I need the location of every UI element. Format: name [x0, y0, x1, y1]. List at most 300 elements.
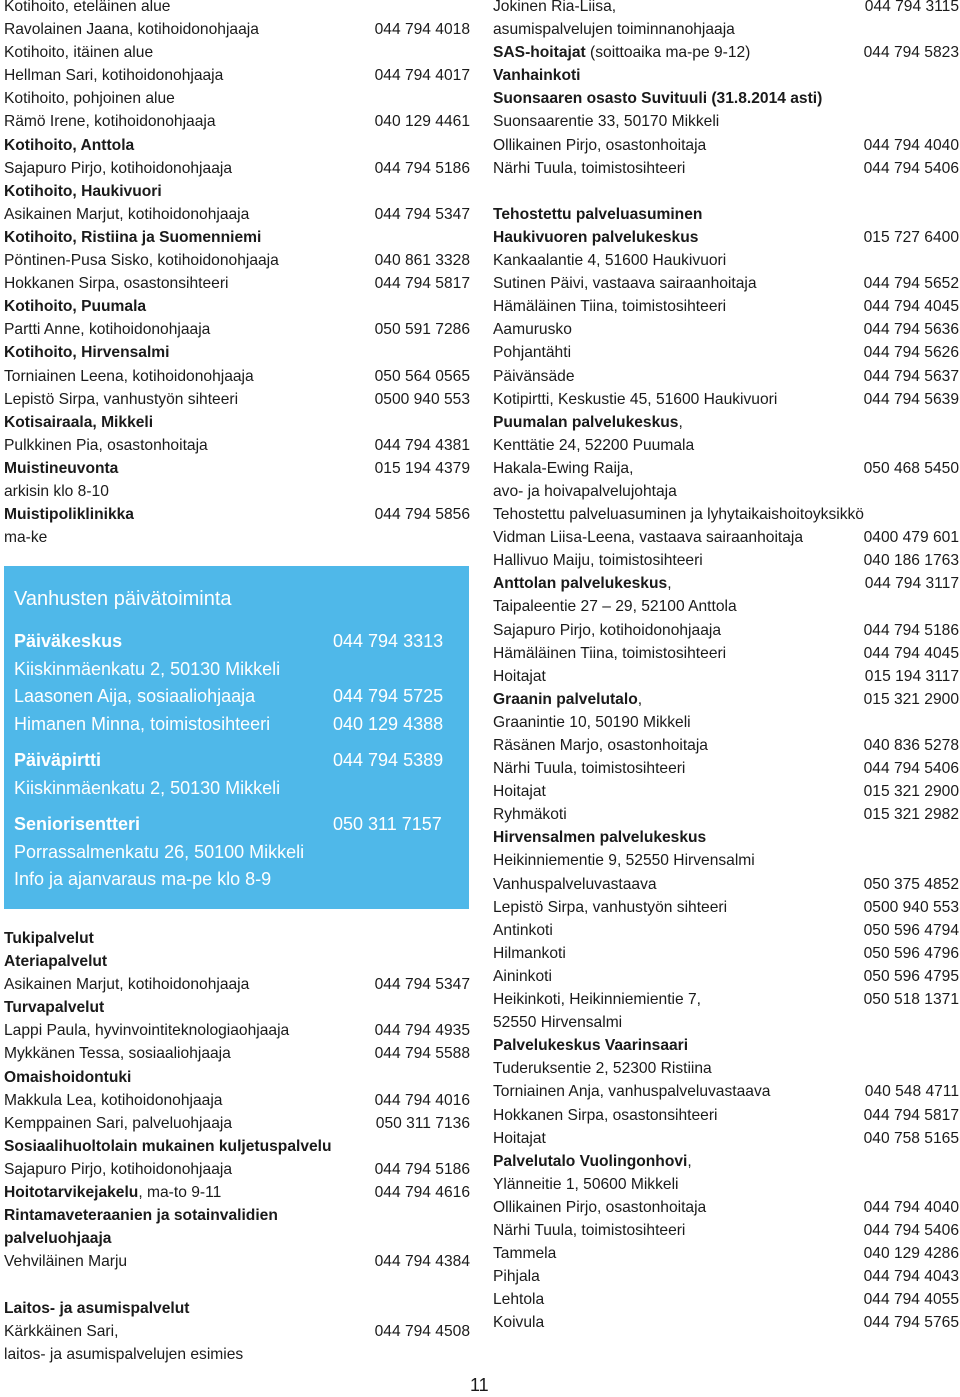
- section-heading: [4, 1227, 470, 1250]
- contact-entry: [493, 1242, 959, 1265]
- entry-label: Mykkänen Tessa, sosiaaliohjaaja: [4, 1045, 231, 1063]
- phone-number: 050 596 4794: [863, 921, 959, 939]
- phone-number: 044 794 5186: [863, 621, 959, 639]
- entry-text: [493, 480, 677, 503]
- entry-label: Ylänneitie 1, 50600 Mikkeli: [493, 1175, 679, 1193]
- entry-label: Anttolan palvelukeskus: [493, 575, 668, 593]
- phone-number: 050 375 4852: [863, 875, 959, 893]
- entry-text: [493, 1011, 622, 1034]
- phone-number: 044 794 5186: [374, 159, 470, 177]
- contact-entry: [493, 642, 959, 665]
- section-heading: [493, 203, 959, 226]
- entry-text: [493, 849, 755, 872]
- entry-label: Kärkkäinen Sari,: [4, 1322, 119, 1340]
- entry-text: [14, 628, 122, 656]
- entry-label: Heikinkoti, Heikinniemientie 7,: [493, 991, 702, 1009]
- text-line: [493, 480, 959, 503]
- text-line: [493, 1057, 959, 1080]
- entry-text: [4, 950, 107, 973]
- contact-entry: [493, 665, 959, 688]
- entry-text: [4, 249, 279, 272]
- entry-text: [493, 1150, 692, 1173]
- contact-entry: [493, 734, 959, 757]
- entry-label: Suonsaarentie 33, 50170 Mikkeli: [493, 113, 720, 131]
- entry-label: Hokkanen Sirpa, osastonsihteeri: [4, 275, 229, 293]
- phone-number: 040 861 3328: [374, 252, 470, 270]
- phone-number: 040 186 1763: [863, 552, 959, 570]
- phone-number: 044 794 5765: [863, 1314, 959, 1332]
- entry-label: Graanin palvelutalo: [493, 690, 638, 708]
- entry-text: [493, 434, 694, 457]
- entry-text: [4, 134, 134, 157]
- contact-entry: [4, 1112, 470, 1135]
- entry-text: [493, 919, 553, 942]
- entry-text: [493, 1057, 712, 1080]
- phone-number: 044 794 5636: [863, 321, 959, 339]
- entry-label: Vanhuspalveluvastaava: [493, 875, 657, 893]
- contact-entry: [493, 457, 959, 480]
- entry-text: [4, 318, 210, 341]
- phone-number: 015 194 3117: [864, 667, 959, 685]
- phone-number: 040 548 4711: [864, 1083, 959, 1101]
- entry-text: [493, 896, 727, 919]
- entry-text: [4, 457, 118, 480]
- phone-number: 050 596 4795: [863, 967, 959, 985]
- entry-label: Muistineuvonta: [4, 459, 119, 477]
- contact-entry: [4, 1181, 470, 1204]
- section-heading: [4, 950, 470, 973]
- contact-entry: [493, 1219, 959, 1242]
- entry-label: Lepistö Sirpa, vanhustyön sihteeri: [493, 898, 728, 916]
- phone-number: 0500 940 553: [863, 898, 959, 916]
- phone-number: 044 794 4017: [374, 67, 470, 85]
- contact-entry: [493, 919, 959, 942]
- day-activity-group: [4, 811, 469, 894]
- phone-number: 050 311 7157: [333, 814, 442, 834]
- entry-label: Rämö Irene, kotihoidonohjaaja: [4, 113, 216, 131]
- entry-label: Tehostettu palveluasuminen: [493, 205, 703, 223]
- entry-label: Suonsaaren osasto Suvituuli (31.8.2014 asti): [493, 90, 823, 108]
- entry-label: arkisin klo 8-10: [4, 482, 109, 500]
- entry-label: Sajapuro Pirjo, kotihoidonohjaaja: [4, 1160, 232, 1178]
- entry-text: [4, 272, 229, 295]
- entry-text: [493, 734, 708, 757]
- entry-label: Jokinen Ria-Liisa,: [493, 0, 617, 15]
- contact-entry: [493, 295, 959, 318]
- entry-label: Sajapuro Pirjo, kotihoidonohjaaja: [4, 159, 232, 177]
- entry-text: [4, 411, 153, 434]
- text-line: [4, 656, 469, 684]
- contact-entry: [4, 1019, 470, 1042]
- entry-label: Vehviläinen Marju: [4, 1253, 128, 1271]
- phone-number: 050 591 7286: [374, 321, 470, 339]
- contact-entry: [493, 549, 959, 572]
- phone-number: 044 794 5652: [863, 275, 959, 293]
- entry-label: Kotipirtti, Keskustie 45, 51600 Haukivuori: [493, 390, 778, 408]
- phone-number: 015 194 4379: [374, 459, 470, 477]
- entry-label: Kiiskinmäenkatu 2, 50130 Mikkeli: [14, 658, 281, 679]
- contact-entry: [493, 388, 959, 411]
- section-heading: [4, 295, 470, 318]
- entry-text: [4, 927, 94, 950]
- entry-text: [493, 757, 685, 780]
- text-line: [493, 711, 959, 734]
- entry-label: Sosiaalihuoltolain mukainen kuljetuspalvelu: [4, 1137, 332, 1155]
- entry-label: Hoitajat: [493, 1129, 546, 1147]
- entry-label: Asikainen Marjut, kotihoidonohjaaja: [4, 976, 250, 994]
- phone-number: 044 794 5626: [863, 344, 959, 362]
- entry-label: Hallivuo Maiju, toimistosihteeri: [493, 552, 703, 570]
- text-line: [493, 503, 959, 526]
- entry-label: Ravolainen Jaana, kotihoidonohjaaja: [4, 21, 259, 39]
- text-line: [4, 480, 470, 503]
- text-line: [4, 0, 470, 18]
- entry-label: Asikainen Marjut, kotihoidonohjaaja: [4, 205, 250, 223]
- phone-number: 044 794 4043: [863, 1268, 959, 1286]
- entry-label: Lehtola: [493, 1291, 545, 1309]
- entry-label: Taipaleentie 27 – 29, 52100 Anttola: [493, 598, 737, 616]
- entry-text: [493, 965, 552, 988]
- entry-suffix: ,: [687, 1152, 692, 1170]
- entry-label: Lepistö Sirpa, vanhustyön sihteeri: [4, 390, 239, 408]
- entry-label: Kotihoito, Puumala: [4, 298, 147, 316]
- entry-text: [4, 365, 254, 388]
- section-heading: [4, 1297, 470, 1320]
- section-heading: [4, 1066, 470, 1089]
- day-activity-group: [4, 628, 469, 738]
- contact-entry: [4, 1250, 470, 1273]
- phone-number: 040 129 4461: [374, 113, 470, 131]
- phone-number: 044 794 4045: [863, 298, 959, 316]
- entry-label: Hoitotarvikejakelu: [4, 1184, 139, 1202]
- phone-number: 050 518 1371: [863, 991, 959, 1009]
- entry-label: Turvapalvelut: [4, 999, 105, 1017]
- entry-text: [4, 1158, 232, 1181]
- text-line: [4, 775, 469, 803]
- entry-text: [4, 434, 208, 457]
- contact-entry: [493, 1196, 959, 1219]
- phone-number: 044 794 4508: [374, 1322, 470, 1340]
- entry-text: [14, 711, 270, 739]
- contact-entry: [493, 526, 959, 549]
- contact-entry: [4, 64, 470, 87]
- entry-label: Rintamaveteraanien ja sotainvalidien: [4, 1207, 278, 1225]
- entry-text: [493, 134, 706, 157]
- text-line: [4, 866, 469, 894]
- entry-label: Hakala-Ewing Raija,: [493, 459, 634, 477]
- phone-number: 040 836 5278: [863, 737, 959, 754]
- day-activity-title: Vanhusten päivätoiminta: [14, 588, 232, 610]
- entry-label: Ollikainen Pirjo, osastonhoitaja: [493, 1198, 707, 1216]
- entry-label: avo- ja hoivapalvelujohtaja: [493, 482, 677, 500]
- phone-number: 044 794 5347: [374, 205, 470, 223]
- entry-text: [4, 388, 238, 411]
- phone-number: 044 794 3117: [864, 575, 959, 593]
- entry-label: Tukipalvelut: [4, 930, 94, 947]
- contact-entry: [4, 503, 470, 526]
- entry-text: [493, 780, 546, 803]
- contact-entry: [4, 683, 469, 711]
- phone-number: 044 794 4040: [863, 1198, 959, 1216]
- phone-number: 044 794 4935: [374, 1022, 470, 1040]
- phone-number: 044 794 5347: [374, 976, 470, 994]
- entry-label: Graanintie 10, 50190 Mikkeli: [493, 713, 691, 731]
- contact-entry: [493, 619, 959, 642]
- phone-number: 015 321 2900: [863, 690, 959, 708]
- contact-entry: [493, 226, 959, 249]
- entry-label: Päiväpirtti: [14, 750, 102, 770]
- text-line: [493, 1173, 959, 1196]
- entry-text: [4, 180, 162, 203]
- entry-text: [4, 1112, 232, 1135]
- entry-label: Ryhmäkoti: [493, 806, 567, 824]
- phone-number: 050 596 4796: [863, 944, 959, 962]
- contact-entry: [4, 1089, 470, 1112]
- contact-entry: [4, 249, 470, 272]
- contact-entry: [4, 365, 470, 388]
- contact-entry: [4, 272, 470, 295]
- entry-label: Kiiskinmäenkatu 2, 50130 Mikkeli: [14, 777, 281, 798]
- entry-label: Muistipoliklinikka: [4, 506, 134, 524]
- entry-label: Kotihoito, Ristiina ja Suomenniemi: [4, 228, 262, 246]
- phone-number: 015 321 2982: [863, 806, 959, 824]
- entry-text: [4, 226, 261, 249]
- spacer: [493, 180, 959, 203]
- phone-number: 050 564 0565: [374, 367, 470, 385]
- entry-label: Hirvensalmen palvelukeskus: [493, 829, 707, 847]
- contact-entry: [493, 896, 959, 919]
- entry-text: [493, 873, 657, 896]
- phone-number: 044 794 5639: [863, 390, 959, 408]
- entry-text: [493, 942, 566, 965]
- entry-text: [493, 457, 633, 480]
- contact-entry: [4, 434, 470, 457]
- section-heading: [4, 411, 470, 434]
- entry-label: Hoitajat: [493, 783, 546, 801]
- entry-text: [493, 388, 777, 411]
- phone-number: 044 794 5856: [374, 506, 470, 524]
- entry-text: [493, 1080, 770, 1103]
- phone-number: 044 794 4016: [374, 1091, 470, 1109]
- entry-label: Koivula: [493, 1314, 545, 1332]
- entry-text: [493, 157, 685, 180]
- entry-suffix: (soittoaika ma-pe 9-12): [585, 44, 751, 62]
- phone-number: 050 311 7136: [375, 1114, 470, 1132]
- entry-label: Närhi Tuula, toimistosihteeri: [493, 760, 686, 778]
- entry-label: Omaishoidontuki: [4, 1068, 132, 1086]
- entry-label: palveluohjaaja: [4, 1230, 112, 1248]
- phone-number: 040 129 4388: [333, 713, 444, 734]
- entry-label: Kemppainen Sari, palveluohjaaja: [4, 1114, 232, 1132]
- entry-label: laitos- ja asumispalvelujen esimies: [4, 1345, 244, 1363]
- entry-text: [493, 642, 726, 665]
- entry-text: [493, 1127, 546, 1150]
- entry-text: [493, 1288, 544, 1311]
- entry-text: [493, 41, 750, 64]
- phone-number: 044 794 3313: [333, 631, 444, 651]
- entry-text: [4, 1066, 131, 1089]
- contact-entry: [4, 1320, 470, 1343]
- entry-label: Hilmankoti: [493, 944, 566, 962]
- phone-number: 044 794 5725: [333, 686, 444, 706]
- contact-entry: [493, 988, 959, 1011]
- entry-text: [493, 341, 571, 364]
- phone-number: 015 727 6400: [863, 228, 959, 246]
- entry-label: Hämäläinen Tiina, toimistosihteeri: [493, 298, 727, 316]
- entry-text: [4, 1204, 278, 1227]
- entry-text: [14, 775, 280, 803]
- entry-text: [493, 526, 803, 549]
- phone-number: 044 794 5406: [863, 760, 959, 778]
- phone-number: 044 794 4384: [374, 1253, 470, 1271]
- phone-number: 044 794 4040: [863, 136, 959, 154]
- phone-number: 044 794 5588: [374, 1045, 470, 1063]
- entry-text: [4, 1089, 222, 1112]
- entry-text: [4, 18, 259, 41]
- entry-label: Kotihoito, eteläinen alue: [4, 0, 171, 15]
- entry-text: [493, 503, 864, 526]
- text-line: [493, 595, 959, 618]
- entry-text: [4, 480, 109, 503]
- phone-number: 044 794 4018: [374, 21, 470, 39]
- entry-text: [4, 341, 170, 364]
- entry-suffix: , ma-to 9-11: [138, 1184, 222, 1202]
- entry-label: Kotihoito, Haukivuori: [4, 182, 162, 200]
- entry-label: Hämäläinen Tiina, toimistosihteeri: [493, 644, 727, 662]
- section-heading: [4, 134, 470, 157]
- section-heading: [4, 927, 470, 950]
- entry-label: Vanhainkoti: [493, 67, 581, 85]
- entry-label: Vidman Liisa-Leena, vastaava sairaanhoitaja: [493, 529, 804, 547]
- entry-label: Aamurusko: [493, 321, 572, 339]
- phone-number: 044 794 3115: [864, 0, 959, 15]
- phone-number: 044 794 5186: [374, 1160, 470, 1178]
- entry-label: Porrassalmenkatu 26, 50100 Mikkeli: [14, 841, 305, 862]
- entry-text: [493, 1104, 718, 1127]
- contact-entry: [493, 688, 959, 711]
- entry-label: Haukivuoren palvelukeskus: [493, 228, 699, 246]
- entry-label: Räsänen Marjo, osastonhoitaja: [493, 737, 708, 754]
- phone-number: 015 321 2900: [863, 783, 959, 801]
- section-heading: [4, 1135, 470, 1158]
- contact-entry: [4, 811, 469, 839]
- entry-text: [4, 1297, 189, 1320]
- contact-entry: [4, 318, 470, 341]
- entry-label: Torniainen Anja, vanhuspalveluvastaava: [493, 1083, 771, 1101]
- spacer: [4, 1273, 470, 1296]
- contact-entry: [493, 1311, 959, 1334]
- entry-label: Kankaalantie 4, 51600 Haukivuori: [493, 252, 727, 270]
- phone-number: 044 794 5637: [863, 367, 959, 385]
- phone-number: 050 468 5450: [863, 459, 959, 477]
- entry-suffix: ,: [667, 575, 672, 593]
- contact-entry: [4, 711, 469, 739]
- contact-entry: [493, 1265, 959, 1288]
- entry-text: [4, 64, 223, 87]
- contact-entry: [4, 18, 470, 41]
- contact-entry: [4, 157, 470, 180]
- section-heading: [4, 226, 470, 249]
- entry-text: [4, 295, 146, 318]
- entry-text: [14, 656, 280, 684]
- entry-text: [493, 110, 719, 133]
- entry-text: [493, 272, 757, 295]
- phone-number: 0500 940 553: [374, 390, 470, 408]
- entry-label: asumispalvelujen toiminnanohjaaja: [493, 21, 735, 39]
- contact-entry: [493, 318, 959, 341]
- entry-text: [493, 203, 702, 226]
- entry-label: Sajapuro Pirjo, kotihoidonohjaaja: [493, 621, 721, 639]
- entry-label: Makkula Lea, kotihoidonohjaaja: [4, 1091, 223, 1109]
- entry-text: [493, 803, 567, 826]
- section-heading: [493, 826, 959, 849]
- entry-label: Hoitajat: [493, 667, 546, 685]
- text-line: [4, 41, 470, 64]
- contact-entry: [493, 134, 959, 157]
- entry-text: [4, 110, 216, 133]
- phone-number: 044 794 5406: [863, 159, 959, 177]
- entry-label: Kotihoito, Hirvensalmi: [4, 344, 170, 362]
- entry-text: [493, 1311, 544, 1334]
- entry-text: [493, 1242, 556, 1265]
- entry-text: [4, 41, 153, 64]
- entry-label: Heikinniementie 9, 52550 Hirvensalmi: [493, 852, 755, 870]
- entry-text: [4, 203, 249, 226]
- entry-text: [4, 1135, 332, 1158]
- entry-text: [4, 1181, 221, 1204]
- entry-text: [493, 688, 642, 711]
- entry-text: [493, 1219, 685, 1242]
- entry-text: [493, 619, 721, 642]
- text-line: [493, 434, 959, 457]
- section-heading: [493, 1034, 959, 1057]
- text-line: [493, 249, 959, 272]
- entry-text: [493, 711, 691, 734]
- phone-number: 044 794 4055: [863, 1291, 959, 1309]
- entry-text: [14, 683, 255, 711]
- day-activity-box: [4, 566, 469, 909]
- entry-text: [493, 87, 822, 110]
- entry-label: Lappi Paula, hyvinvointiteknologiaohjaaja: [4, 1022, 290, 1040]
- entry-text: [493, 988, 701, 1011]
- entry-label: Puumalan palvelukeskus: [493, 413, 679, 431]
- entry-text: [493, 18, 735, 41]
- entry-text: [4, 157, 232, 180]
- entry-text: [4, 1227, 111, 1250]
- entry-label: SAS-hoitajat: [493, 44, 586, 62]
- entry-label: Pulkkinen Pia, osastonhoitaja: [4, 436, 208, 454]
- contact-entry: [4, 747, 469, 775]
- entry-text: [493, 665, 546, 688]
- section-heading: [4, 341, 470, 364]
- contact-entry: [493, 942, 959, 965]
- entry-text: [4, 973, 249, 996]
- contact-entry: [493, 272, 959, 295]
- contact-entry: [493, 1104, 959, 1127]
- contact-entry: [493, 157, 959, 180]
- right-column: [493, 0, 959, 1334]
- contact-entry: [493, 803, 959, 826]
- entry-text: [493, 1034, 688, 1057]
- entry-label: Närhi Tuula, toimistosihteeri: [493, 1221, 686, 1239]
- text-line: [4, 526, 470, 549]
- phone-number: 044 794 4616: [374, 1184, 470, 1202]
- entry-text: [493, 826, 706, 849]
- entry-text: [4, 1019, 289, 1042]
- contact-entry: [493, 965, 959, 988]
- entry-text: [493, 1173, 679, 1196]
- text-line: [4, 1343, 470, 1366]
